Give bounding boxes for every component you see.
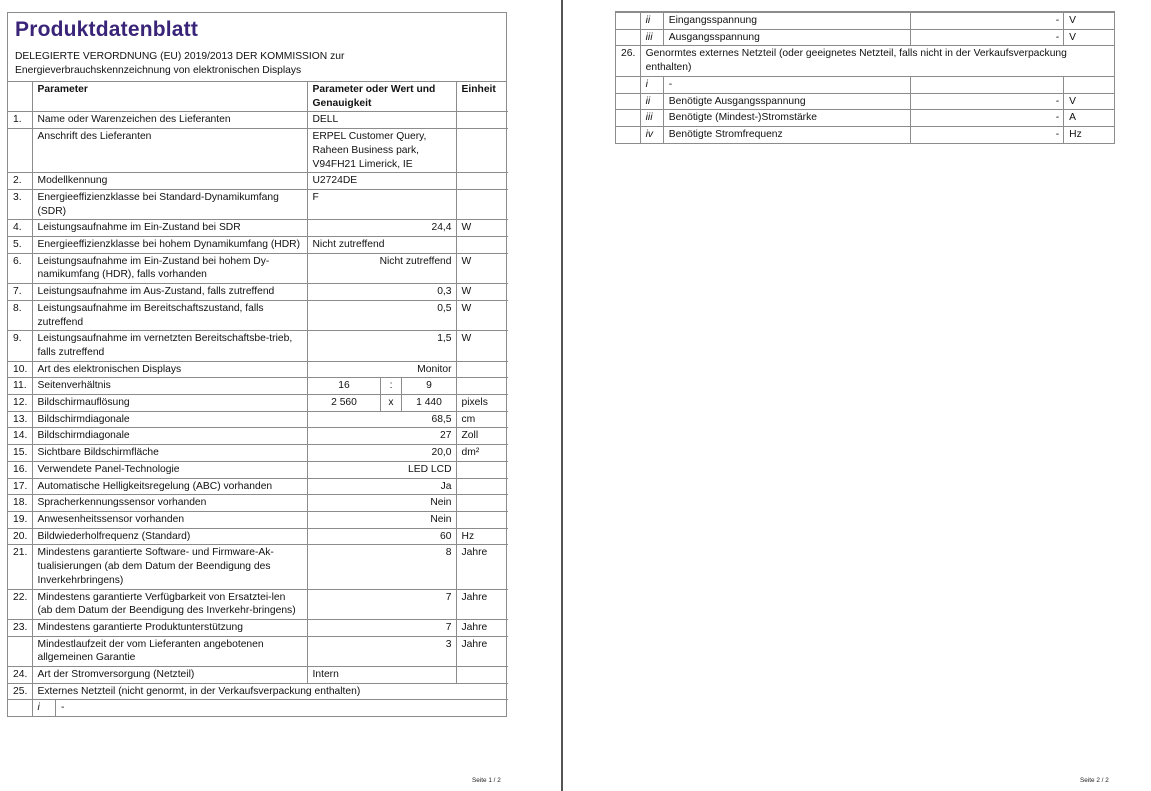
row-value-separator: x [380,395,401,412]
header-number [8,82,32,112]
row-parameter: Mindestlaufzeit der vom Lieferanten angebotenen allgemeinen Garantie [32,636,307,666]
row-value: Monitor [307,361,456,378]
row-parameter: Sichtbare Bildschirmfläche [32,445,307,462]
row-parameter: Modellkennung [32,173,307,190]
row-parameter: Verwendete Panel-Technologie [32,461,307,478]
row-unit [456,112,508,129]
row-parameter: Bildschirmdiagonale [32,428,307,445]
row-unit [456,189,508,219]
table-row [616,13,1114,30]
row-unit [456,667,508,684]
row-unit: Hz [456,528,508,545]
row-unit: W [456,284,508,301]
row-value: Intern [307,667,456,684]
sub-item-value: - [911,13,1064,30]
sub-item-index: ii [640,93,663,110]
row-number: 24. [8,667,32,684]
row-number: 3. [8,189,32,219]
row-number: 6. [8,253,32,283]
page-2 [563,0,1151,791]
table-row [8,284,508,301]
sub-item-unit: A [1064,110,1114,127]
sub-item-label: - [663,76,910,93]
table-row [8,478,508,495]
row-number: 14. [8,428,32,445]
row-number: 12. [8,395,32,412]
sub-item [32,700,508,716]
row-value-a: 2 560 [307,395,380,412]
row-value-separator: : [380,378,401,395]
table-row [8,545,508,589]
sub-item-label: Benötigte (Mindest-)Stromstärke [663,110,910,127]
row-unit [456,237,508,254]
sub-item-unit: V [1064,13,1114,30]
table-row [616,126,1114,142]
row-unit [456,129,508,173]
sub-item-unit [1064,76,1114,93]
header-parameter: Parameter [32,82,307,112]
page-1 [0,0,562,791]
sub-item-value: - [911,126,1064,142]
row-unit [456,361,508,378]
row-parameter: Seitenverhältnis [32,378,307,395]
table-row [8,331,508,361]
table-row [8,511,508,528]
row-number: 5. [8,237,32,254]
row-unit: W [456,253,508,283]
sub-item-index: iii [640,110,663,127]
row-number [616,93,640,110]
subtitle-line-1: DELEGIERTE VERORDNUNG (EU) 2019/2013 DER KOMMISSION zur [15,51,345,62]
row-value: U2724DE [307,173,456,190]
table-row [8,112,508,129]
header-unit: Einheit [456,82,508,112]
table-row [8,461,508,478]
row-value: Ja [307,478,456,495]
row-number [8,700,32,716]
row-parameter: Mindestens garantierte Produktunterstützung [32,619,307,636]
row-unit: Jahre [456,589,508,619]
header-value: Parameter oder Wert und Genauigkeit [307,82,456,112]
row-number: 10. [8,361,32,378]
row-unit: cm [456,411,508,428]
table-row [8,700,508,716]
row-value: 0,3 [307,284,456,301]
sub-item-index: iii [640,29,663,46]
row-number: 9. [8,331,32,361]
row-number [616,76,640,93]
row-parameter: Externes Netzteil (nicht genormt, in der Verkaufsverpackung enthalten) [32,683,508,700]
row-value: Nicht zutreffend [307,237,456,254]
row-unit: W [456,300,508,330]
table-row [8,253,508,283]
row-unit [456,511,508,528]
row-unit: dm² [456,445,508,462]
table-row [8,361,508,378]
page-footer: Seite 2 / 2 [1080,777,1109,784]
row-number: 22. [8,589,32,619]
sub-item-unit: V [1064,93,1114,110]
table-row [8,683,508,700]
sub-item-value: - [911,29,1064,46]
row-parameter: Leistungsaufnahme im vernetzten Bereitschaftsbe-trieb, falls zutreffend [32,331,307,361]
table-row [8,495,508,512]
page-footer: Seite 1 / 2 [472,777,501,784]
row-number: 17. [8,478,32,495]
row-number: 2. [8,173,32,190]
row-value: 68,5 [307,411,456,428]
sub-item-label: Eingangsspannung [663,13,910,30]
row-value: 8 [307,545,456,589]
row-value: 7 [307,619,456,636]
table-row [8,237,508,254]
table-row [616,93,1114,110]
row-number: 8. [8,300,32,330]
subtitle-line-2: Energieverbrauchskennzeichnung von elektronischen Displays [15,64,302,76]
row-number [616,110,640,127]
product-data-sheet-continued [615,11,1115,144]
table-row [8,173,508,190]
row-unit: Jahre [456,636,508,666]
row-number: 13. [8,411,32,428]
row-parameter: Energieeffizienzklasse bei Standard-Dynamikumfang (SDR) [32,189,307,219]
sub-item-label: Ausgangsspannung [663,29,910,46]
table-header-row [8,82,508,112]
row-number [616,29,640,46]
sub-item-label: Benötigte Ausgangsspannung [663,93,910,110]
row-parameter: Mindestens garantierte Verfügbarkeit von Ersatztei-len (ab dem Datum der Beendigung des Inverkehr-bringens) [32,589,307,619]
row-value: Nein [307,511,456,528]
row-unit: W [456,331,508,361]
table-row [8,395,508,412]
parameter-table-continued [616,12,1114,143]
row-unit: Jahre [456,619,508,636]
table-row [8,528,508,545]
row-value: 3 [307,636,456,666]
sub-item-label: Benötigte Stromfrequenz [663,126,910,142]
row-parameter: Genormtes externes Netzteil (oder geeignetes Netzteil, falls nicht in der Verkaufsverpackung enthalten) [640,46,1114,76]
table-row [616,110,1114,127]
table-row [8,445,508,462]
row-value-b: 1 440 [401,395,456,412]
row-parameter: Leistungsaufnahme im Aus-Zustand, falls zutreffend [32,284,307,301]
row-unit: Jahre [456,545,508,589]
row-parameter: Anschrift des Lieferanten [32,129,307,173]
row-number: 16. [8,461,32,478]
row-parameter: Leistungsaufnahme im Bereitschaftszustand, falls zutreffend [32,300,307,330]
row-value: LED LCD [307,461,456,478]
row-number: 4. [8,220,32,237]
title-block [8,13,506,82]
row-value-a: 16 [307,378,380,395]
row-unit: Zoll [456,428,508,445]
row-number: 23. [8,619,32,636]
table-row [8,411,508,428]
table-row [616,46,1114,76]
row-number [616,126,640,142]
row-value: DELL [307,112,456,129]
row-value: ERPEL Customer Query, Raheen Business park, V94FH21 Limerick, IE [307,129,456,173]
sub-item-index: i [33,700,56,716]
sub-item-value [911,76,1064,93]
sub-item-value: - [911,110,1064,127]
table-row [616,29,1114,46]
row-number: 25. [8,683,32,700]
row-value: 24,4 [307,220,456,237]
table-row [8,636,508,666]
row-parameter: Art des elektronischen Displays [32,361,307,378]
row-unit [456,478,508,495]
row-number: 19. [8,511,32,528]
sub-item-unit: Hz [1064,126,1114,142]
row-value: Nicht zutreffend [307,253,456,283]
row-value: 0,5 [307,300,456,330]
row-unit [456,173,508,190]
row-number: 21. [8,545,32,589]
table-row [8,589,508,619]
row-parameter: Energieeffizienzklasse bei hohem Dynamikumfang (HDR) [32,237,307,254]
sub-item-index: iv [640,126,663,142]
row-number: 26. [616,46,640,76]
row-unit [456,495,508,512]
row-unit [456,378,508,395]
document-title: Produktdatenblatt [15,18,199,41]
table-row [8,378,508,395]
row-value-b: 9 [401,378,456,395]
parameter-table [8,82,508,716]
row-parameter: Bildschirmdiagonale [32,411,307,428]
row-number: 1. [8,112,32,129]
row-value: F [307,189,456,219]
sub-item-value: - [56,700,509,716]
row-parameter: Leistungsaufnahme im Ein-Zustand bei SDR [32,220,307,237]
sub-item-index: ii [640,13,663,30]
sub-item-index: i [640,76,663,93]
row-parameter: Bildwiederholfrequenz (Standard) [32,528,307,545]
table-row [8,667,508,684]
row-value: 20,0 [307,445,456,462]
sub-item-unit: V [1064,29,1114,46]
product-data-sheet [7,12,507,717]
document-subtitle [15,50,499,77]
table-row [8,189,508,219]
row-parameter: Leistungsaufnahme im Ein-Zustand bei hohem Dy-namikumfang (HDR), falls vorhanden [32,253,307,283]
row-parameter: Mindestens garantierte Software- und Firmware-Ak-tualisierungen (ab dem Datum der Beendigung des Inverkehrbringens) [32,545,307,589]
row-parameter: Spracherkennungssensor vorhanden [32,495,307,512]
row-value: 7 [307,589,456,619]
row-parameter: Art der Stromversorgung (Netzteil) [32,667,307,684]
row-value: 1,5 [307,331,456,361]
row-number [616,13,640,30]
table-row [8,619,508,636]
table-row [8,428,508,445]
row-value: 60 [307,528,456,545]
row-parameter: Automatische Helligkeitsregelung (ABC) vorhanden [32,478,307,495]
table-row [616,76,1114,93]
row-number: 15. [8,445,32,462]
sub-item-value: - [911,93,1064,110]
row-value: 27 [307,428,456,445]
row-number: 11. [8,378,32,395]
table-row [8,129,508,173]
row-number [8,129,32,173]
row-number: 7. [8,284,32,301]
row-parameter: Name oder Warenzeichen des Lieferanten [32,112,307,129]
table-row [8,300,508,330]
row-unit: pixels [456,395,508,412]
table-row [8,220,508,237]
row-unit: W [456,220,508,237]
row-value: Nein [307,495,456,512]
row-unit [456,461,508,478]
row-parameter: Bildschirmauflösung [32,395,307,412]
row-parameter: Anwesenheitssensor vorhanden [32,511,307,528]
row-number: 20. [8,528,32,545]
row-number [8,636,32,666]
row-number: 18. [8,495,32,512]
